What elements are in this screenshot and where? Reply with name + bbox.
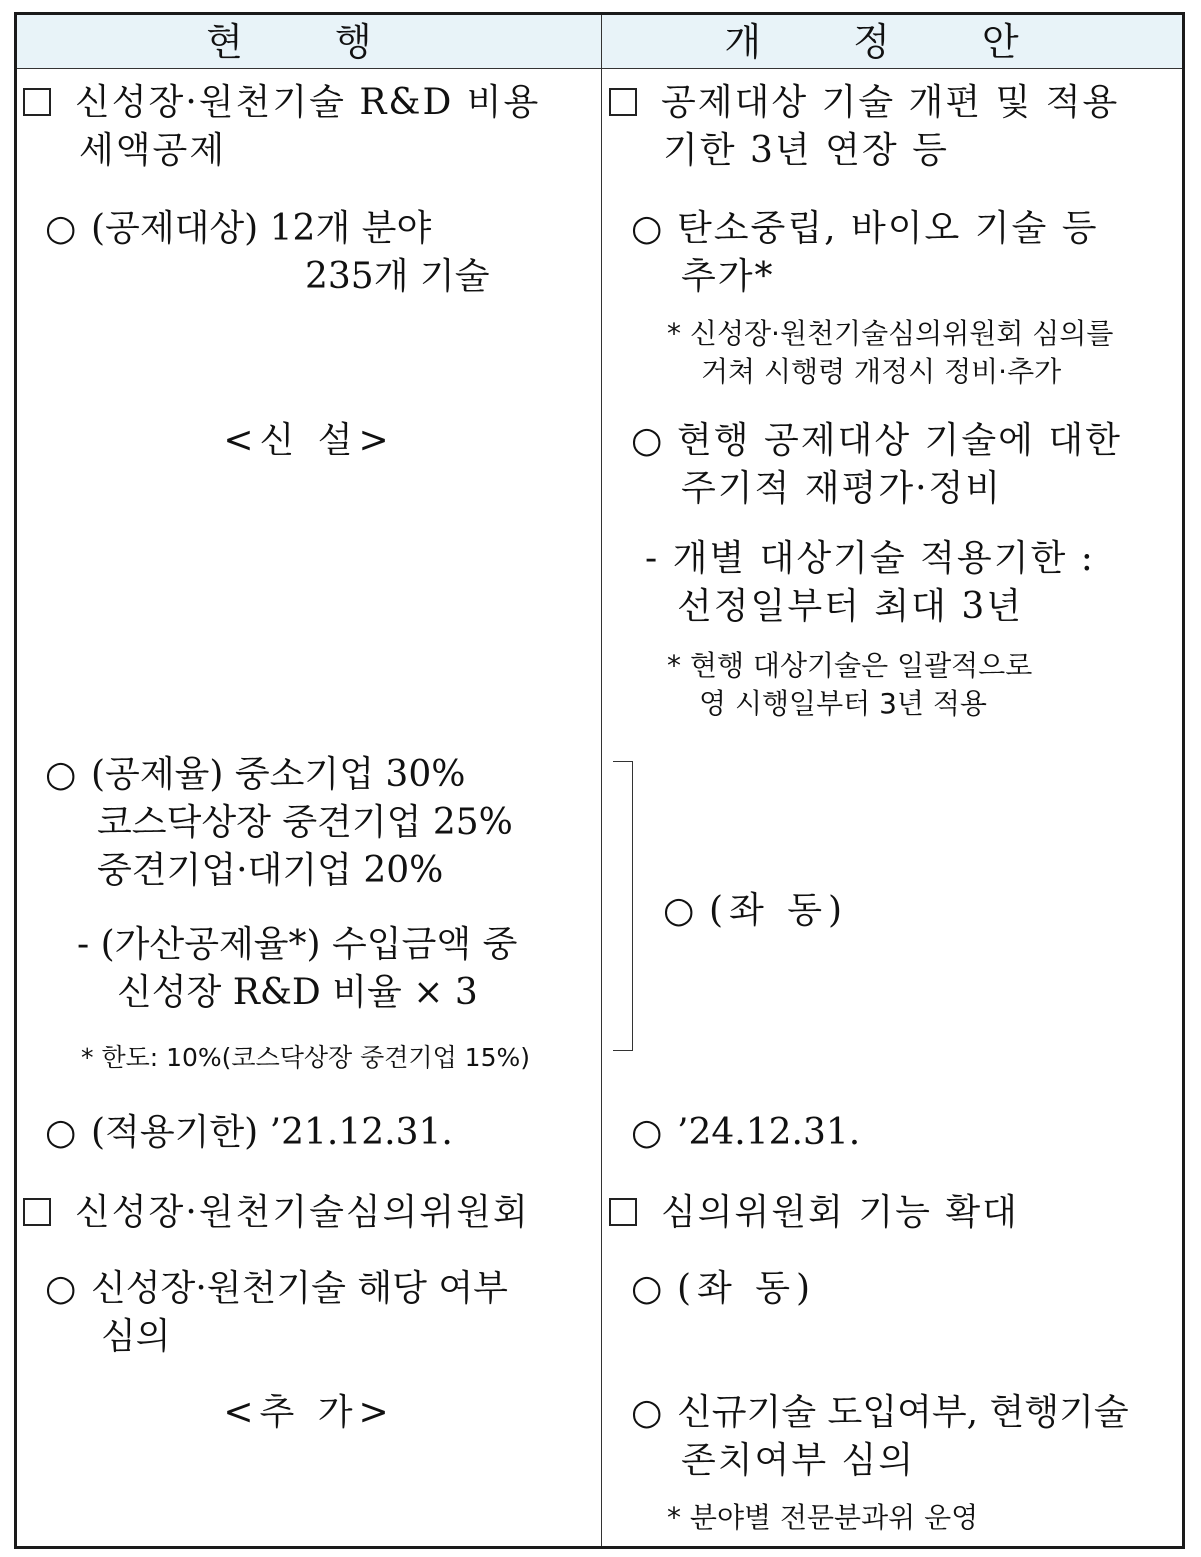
proposed-point1-note-cont: 거쳐 시행령 개정시 정비·추가: [701, 355, 1062, 388]
checkbox-square-icon: [23, 1198, 51, 1226]
proposed-deadline: ○ ’24.12.31.: [631, 1109, 860, 1157]
circle-bullet-icon: ○: [45, 1112, 77, 1153]
current-rate-line2: 코스닥상장 중견기업 25%: [97, 802, 513, 843]
current-target: ○ (공제대상) 12개 분야: [45, 205, 431, 253]
proposed-same-as-left-2: ○ (좌 동): [631, 1265, 816, 1313]
current-add-label: <추 가>: [223, 1392, 395, 1433]
header-proposed: 개 정 안: [601, 15, 1182, 69]
proposed-point2-sub-cont: 선정일부터 최대 3년: [677, 586, 1023, 627]
current-new-label: <신 설>: [223, 420, 395, 461]
circle-bullet-icon: ○: [631, 1112, 663, 1153]
proposed-point1-cont: 추가*: [681, 256, 775, 297]
proposed-point2: ○ 현행 공제대상 기술에 대한: [631, 417, 1122, 465]
current-section1-title-cont: 세액공제: [79, 130, 227, 171]
proposed-same-as-left-1: ○ (좌 동): [663, 887, 848, 935]
current-limit-note: * 한도: 10%(코스닥상장 중견기업 15%): [81, 1043, 531, 1072]
proposed-point3-cont: 존치여부 심의: [681, 1440, 916, 1481]
circle-bullet-icon: ○: [663, 890, 695, 931]
column-divider: [601, 15, 602, 1546]
header-current: 현 행: [17, 15, 601, 69]
proposed-section1-title: 공제대상 기술 개편 및 적용: [609, 79, 1119, 127]
checkbox-square-icon: [23, 88, 51, 116]
grouping-bracket: [613, 761, 633, 1051]
circle-bullet-icon: ○: [45, 754, 77, 795]
current-rate-line3: 중견기업·대기업 20%: [97, 850, 444, 891]
circle-bullet-icon: ○: [631, 1392, 663, 1433]
proposed-section1-title-cont: 기한 3년 연장 등: [663, 130, 949, 171]
proposed-point2-note: * 현행 대상기술은 일괄적으로: [667, 649, 1033, 682]
proposed-point3: ○ 신규기술 도입여부, 현행기술: [631, 1389, 1129, 1437]
current-section1-title: 신성장·원천기술 R&D 비용: [23, 79, 540, 127]
proposed-section2-title: 심의위원회 기능 확대: [609, 1189, 1019, 1237]
proposed-point1-note: * 신성장·원천기술심의위원회 심의를: [667, 317, 1114, 350]
current-additional-rate: - (가산공제율*) 수입금액 중: [77, 924, 518, 965]
circle-bullet-icon: ○: [631, 420, 665, 461]
circle-bullet-icon: ○: [45, 1268, 77, 1309]
current-review: ○ 신성장·원천기술 해당 여부: [45, 1265, 508, 1313]
circle-bullet-icon: ○: [45, 208, 77, 249]
proposed-point2-cont: 주기적 재평가·정비: [681, 468, 1003, 509]
checkbox-square-icon: [609, 1198, 637, 1226]
current-deadline: ○ (적용기한) ’21.12.31.: [45, 1109, 453, 1157]
proposed-point3-note: * 분야별 전문분과위 운영: [667, 1501, 979, 1534]
current-target-cont: 235개 기술: [305, 256, 490, 297]
current-additional-rate-cont: 신성장 R&D 비율 × 3: [117, 972, 478, 1013]
current-review-cont: 심의: [101, 1316, 171, 1357]
proposed-point2-sub: - 개별 대상기술 적용기한 :: [645, 538, 1095, 579]
proposed-point2-note-cont: 영 시행일부터 3년 적용: [699, 687, 987, 720]
proposed-point1: ○ 탄소중립, 바이오 기술 등: [631, 205, 1099, 253]
circle-bullet-icon: ○: [631, 208, 665, 249]
checkbox-square-icon: [609, 88, 637, 116]
comparison-table: [14, 12, 1185, 1549]
current-rate: ○ (공제율) 중소기업 30%: [45, 751, 465, 799]
circle-bullet-icon: ○: [631, 1268, 663, 1309]
current-section2-title: 신성장·원천기술심의위원회: [23, 1189, 530, 1237]
